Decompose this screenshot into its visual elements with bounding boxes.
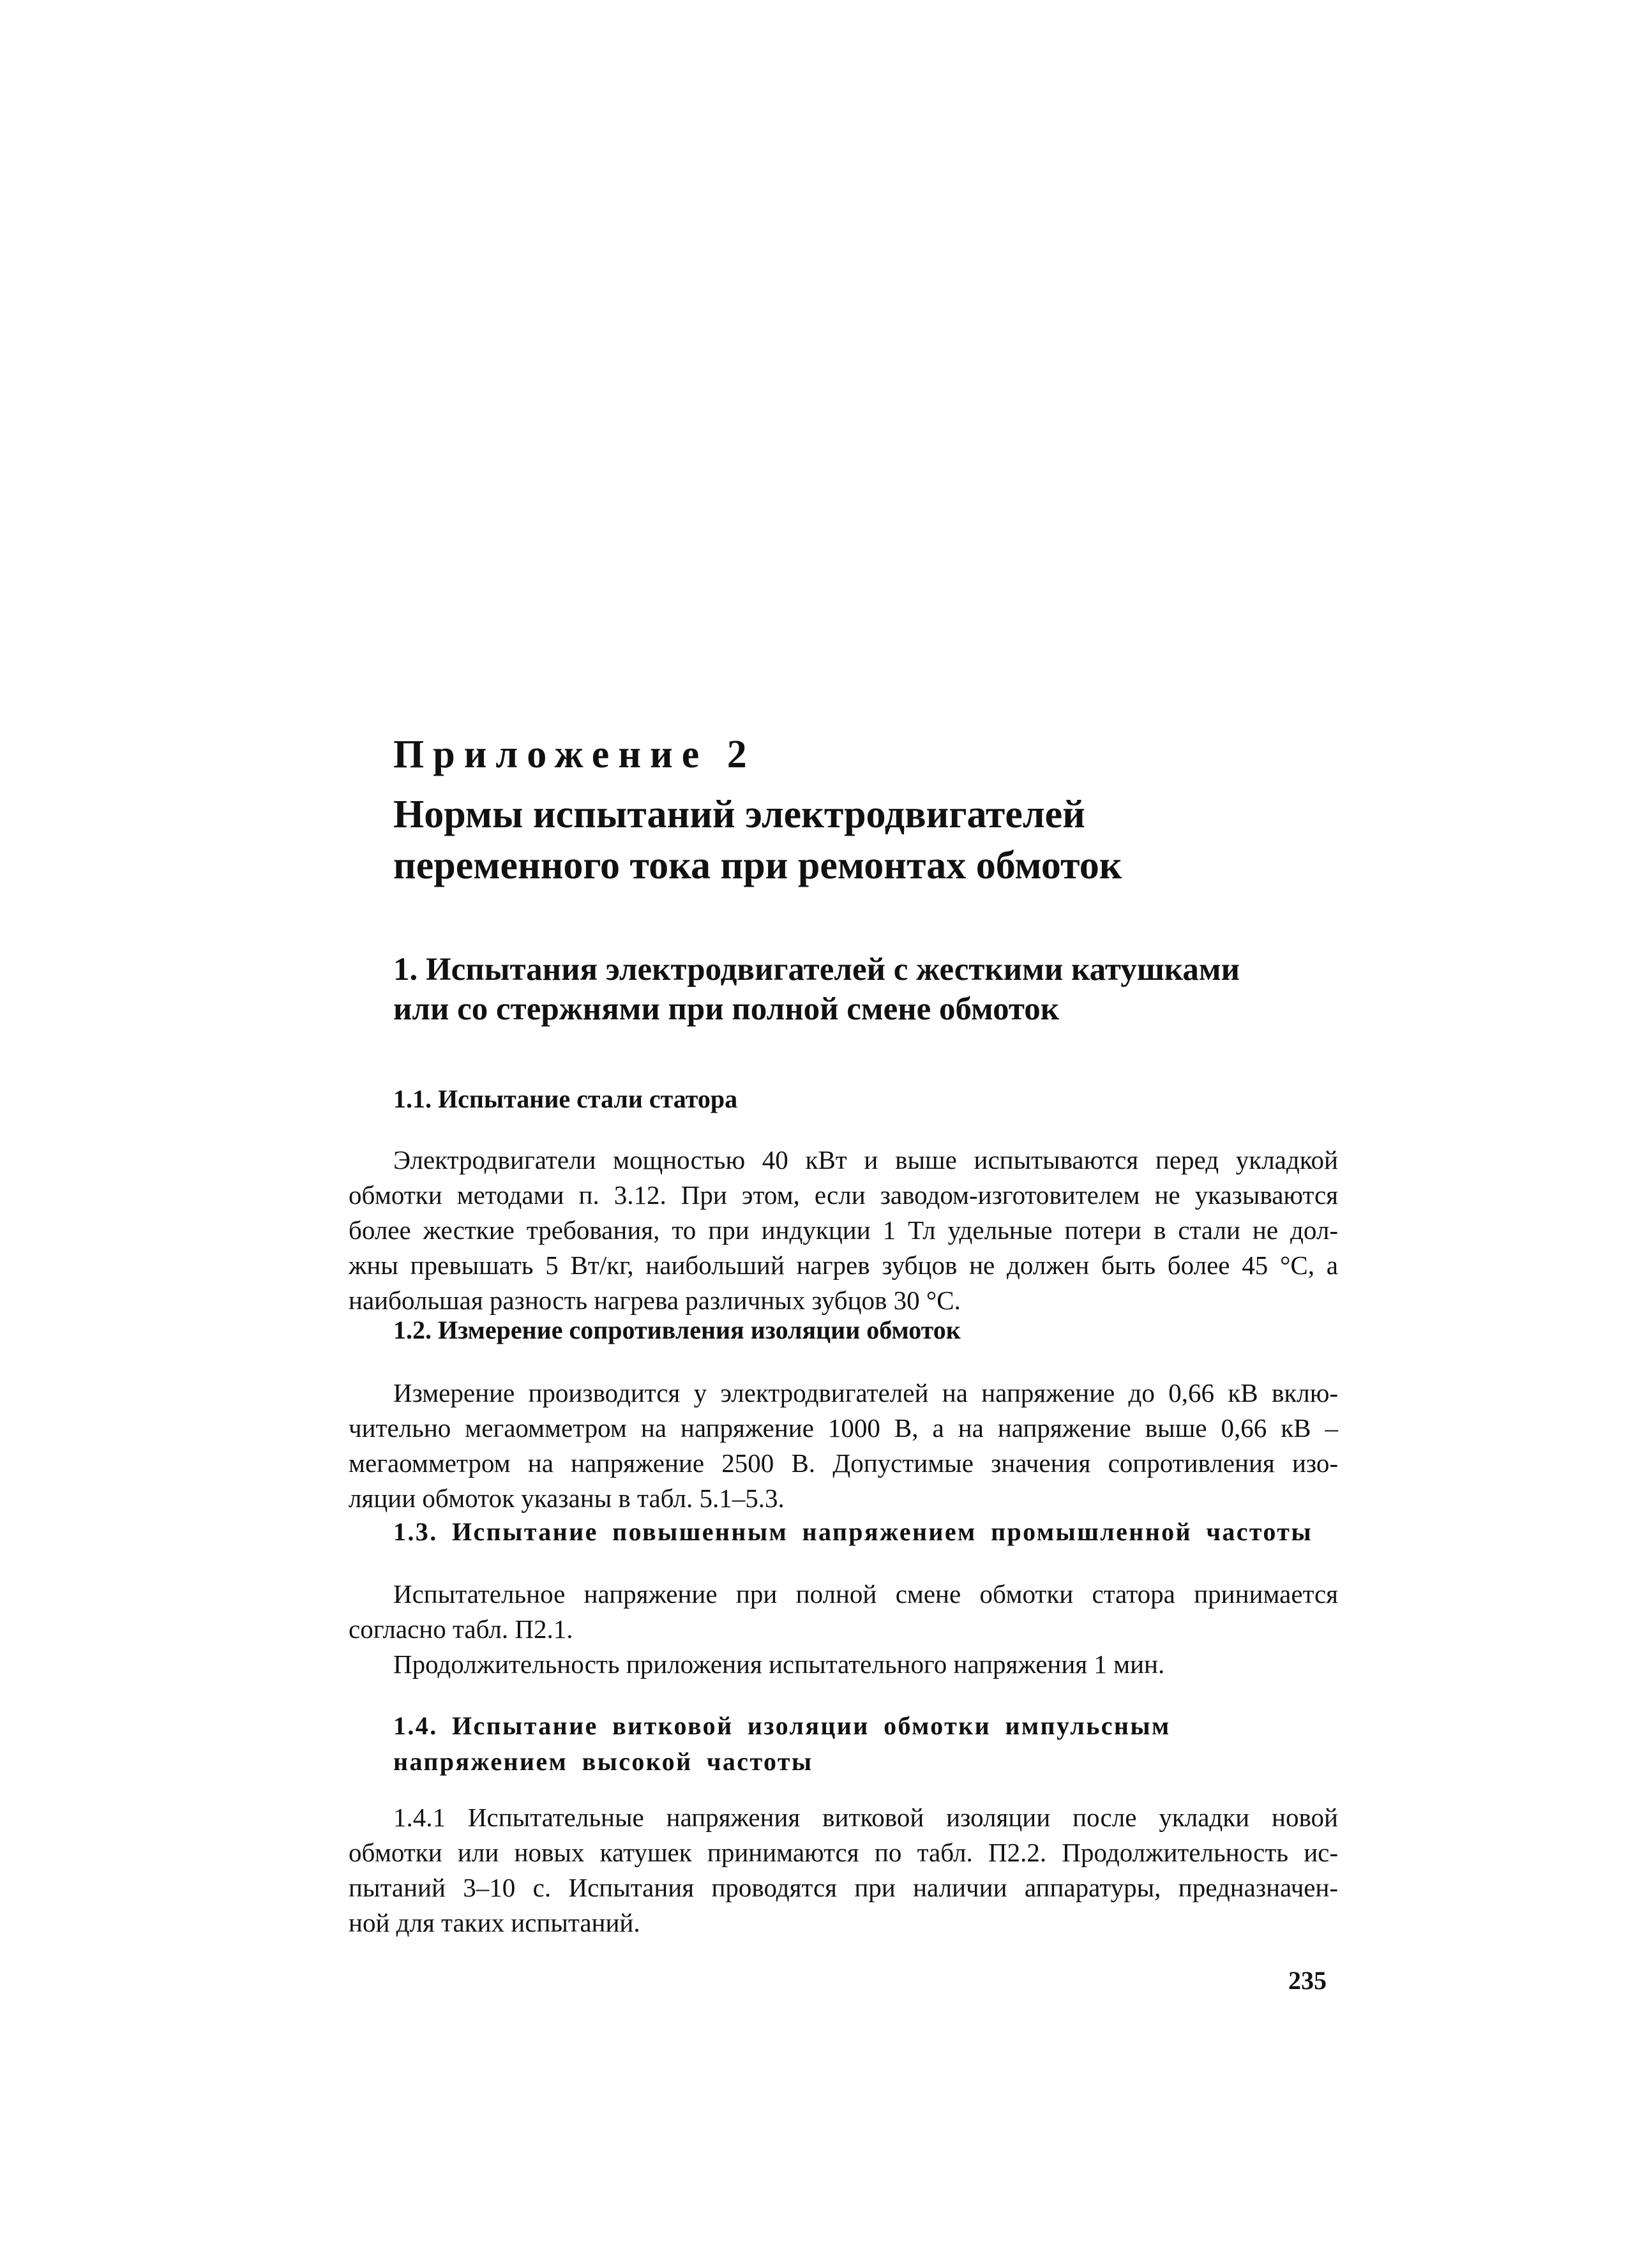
subsection-1-4-heading — [393, 1708, 1171, 1780]
paragraph-line: более жесткие требования, то при индукции 1 Тл удельные потери в стали не дол- — [349, 1215, 1338, 1245]
paragraph-line: ляции обмоток указаны в табл. 5.1–5.3. — [349, 1483, 785, 1513]
heading-line: напряжением высокой частоты — [393, 1747, 813, 1776]
paragraph-line: обмотки методами п. 3.12. При этом, если заводом-изготовителем не указываются — [349, 1180, 1338, 1210]
paragraph-line: ной для таких испытаний. — [349, 1908, 640, 1937]
paragraph-line: Электродвигатели мощностью 40 кВт и выше испытываются перед укладкой — [393, 1145, 1338, 1175]
paragraph-line: жны превышать 5 Вт/кг, наибольший нагрев зубцов не должен быть более 45 °С, а — [349, 1250, 1338, 1280]
appendix-title-line: переменного тока при ремонтах обмоток — [393, 844, 1122, 887]
subsection-1-3-heading: 1.3. Испытание повышенным напряжением промышленной частоты — [393, 1517, 1313, 1546]
subsection-1-2-paragraph — [349, 1376, 1338, 1516]
subsection-1-3-paragraph — [349, 1577, 1338, 1682]
paragraph-line: Испытательное напряжение при полной смене обмотки статора принимается — [393, 1579, 1338, 1609]
section-title-line: 1. Испытания электродвигателей с жесткими катушками — [393, 952, 1240, 988]
appendix-label: Приложение 2 — [393, 733, 756, 776]
subsection-1-1-heading: 1.1. Испытание стали статора — [393, 1085, 738, 1113]
paragraph-line: обмотки или новых катушек принимаются по табл. П2.2. Продолжительность ис- — [349, 1838, 1338, 1867]
paragraph-line: мегаомметром на напряжение 2500 В. Допустимые значения сопротивления изо- — [349, 1448, 1338, 1478]
subsection-1-4-paragraph — [349, 1800, 1338, 1941]
subsection-1-2-heading: 1.2. Измерение сопротивления изоляции обмоток — [393, 1316, 961, 1344]
paragraph-line: Продолжительность приложения испытательного напряжения 1 мин. — [393, 1649, 1165, 1679]
appendix-title — [393, 789, 1479, 891]
page-number: 235 — [1288, 1966, 1327, 1995]
subsection-1-1-paragraph — [349, 1143, 1338, 1318]
paragraph-line: Измерение производится у электродвигателей на напряжение до 0,66 кВ вклю- — [393, 1378, 1338, 1408]
section-1-title — [393, 950, 1240, 1029]
paragraph-line: 1.4.1 Испытательные напряжения витковой изоляции после укладки новой — [393, 1803, 1338, 1832]
paragraph-line: согласно табл. П2.1. — [349, 1614, 573, 1644]
heading-line: 1.4. Испытание витковой изоляции обмотки импульсным — [393, 1711, 1171, 1740]
paragraph-line: пытаний 3–10 с. Испытания проводятся при наличии аппаратуры, предназначен- — [349, 1873, 1338, 1902]
appendix-title-line: Нормы испытаний электродвигателей — [393, 793, 1085, 836]
paragraph-line: наибольшая разность нагрева различных зубцов 30 °С. — [349, 1286, 961, 1315]
paragraph-line: чительно мегаомметром на напряжение 1000 В, а на напряжение выше 0,66 кВ – — [349, 1413, 1338, 1443]
section-title-line: или со стержнями при полной смене обмоток — [393, 991, 1060, 1027]
